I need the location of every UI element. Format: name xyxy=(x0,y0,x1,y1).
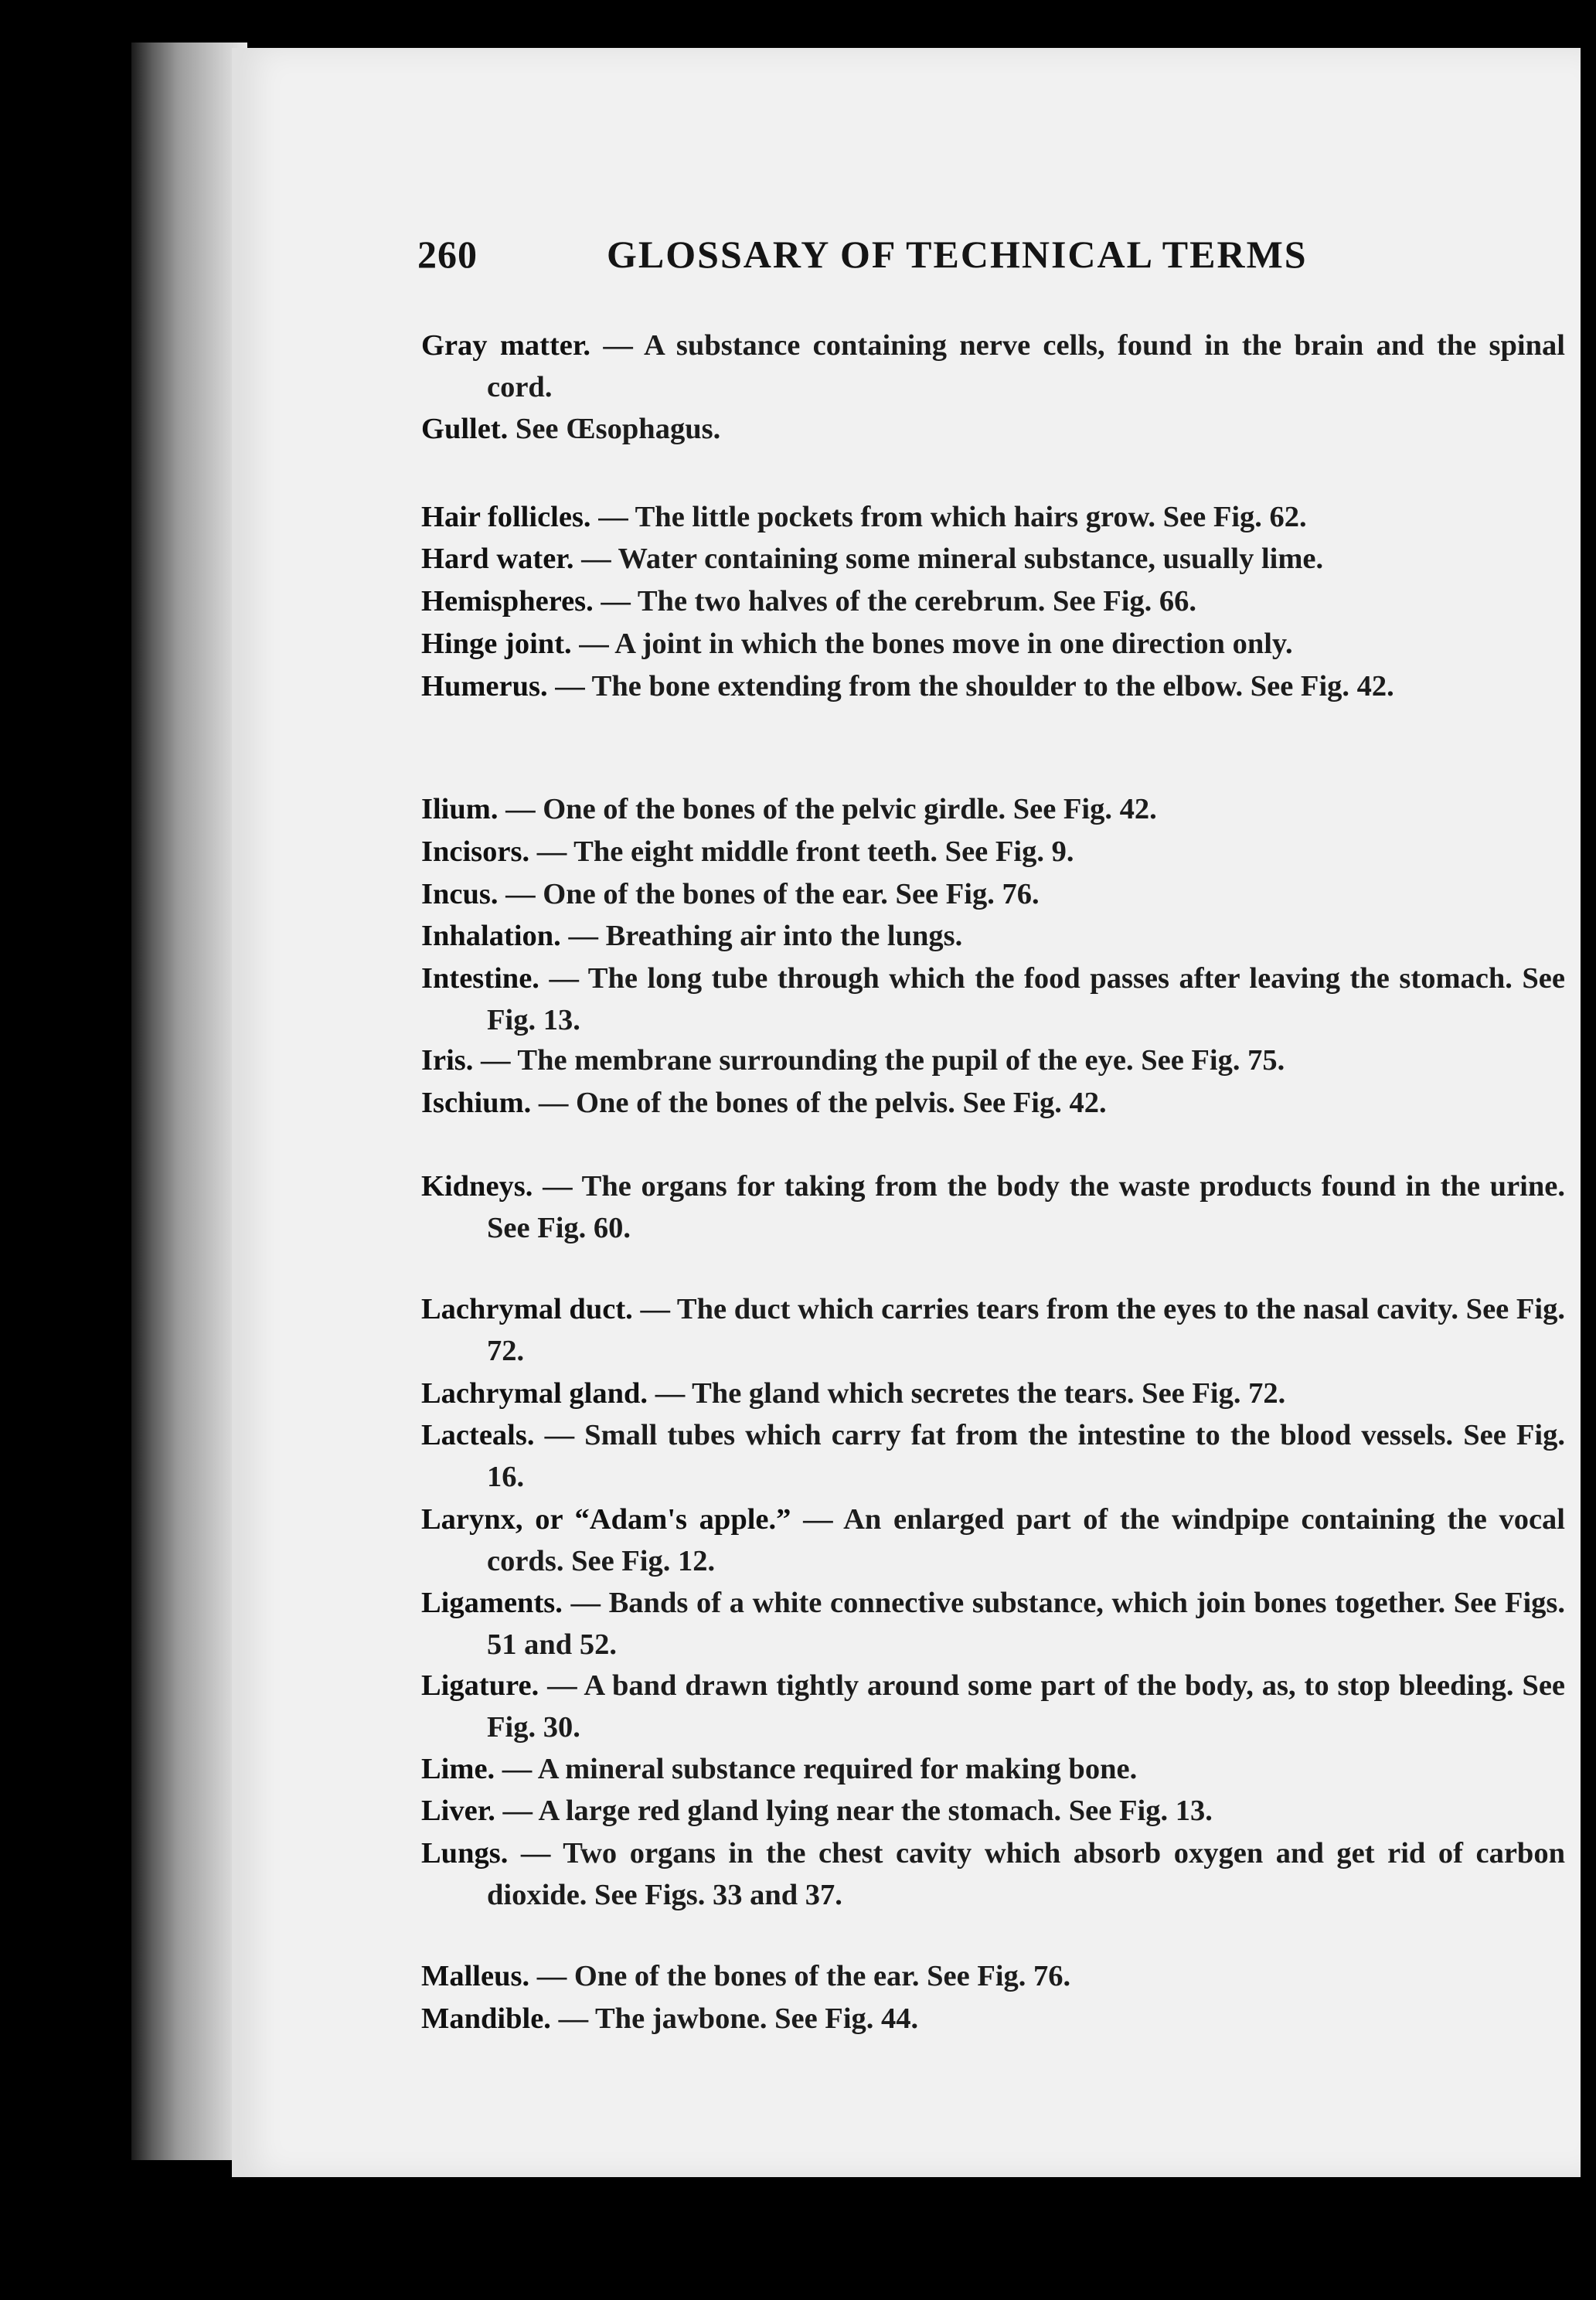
glossary-term: Ligature. xyxy=(421,1669,539,1702)
glossary-term: Gray matter. xyxy=(421,329,591,362)
glossary-entry xyxy=(421,496,1565,538)
glossary-entry xyxy=(421,325,1565,408)
glossary-term: Hemispheres. xyxy=(421,585,594,618)
glossary-entry xyxy=(421,788,1565,830)
glossary-definition: — The organs for taking from the body the waste products found in the urine. See Fig. 60. xyxy=(487,1170,1565,1244)
glossary-term: Gullet. xyxy=(421,413,509,445)
running-header xyxy=(417,232,1314,286)
glossary-entry xyxy=(421,408,1565,450)
glossary-definition: — Two organs in the chest cavity which absorb oxygen and get rid of carbon dioxide. See Figs. 33 and 37. xyxy=(487,1837,1565,1911)
glossary-definition: — The eight middle front teeth. See Fig. 9. xyxy=(529,835,1074,868)
glossary-entry xyxy=(421,958,1565,1041)
glossary-term: Ischium. xyxy=(421,1087,532,1119)
glossary-definition: — A band drawn tightly around some part of the body, as, to stop bleeding. See Fig. 30. xyxy=(487,1669,1565,1744)
glossary-entry xyxy=(421,1082,1565,1124)
glossary-definition: — Small tubes which carry fat from the intestine to the blood vessels. See Fig. 16. xyxy=(487,1419,1565,1493)
glossary-entry xyxy=(421,915,1565,957)
glossary-entry xyxy=(421,1165,1565,1249)
glossary-term: Kidneys. xyxy=(421,1170,533,1203)
glossary-definition: — The bone extending from the shoulder to the elbow. See Fig. 42. xyxy=(547,670,1394,703)
glossary-definition: — Water containing some mineral substance, usually lime. xyxy=(573,543,1324,575)
glossary-entry xyxy=(421,831,1565,873)
glossary-term: Hinge joint. xyxy=(421,628,572,660)
glossary-entry xyxy=(421,873,1565,915)
page-number: 260 xyxy=(417,233,478,276)
glossary-entry xyxy=(421,1790,1565,1832)
glossary-term: Larynx, or “Adam's apple.” xyxy=(421,1503,791,1536)
glossary-term: Lacteals. xyxy=(421,1419,535,1451)
glossary-term: Malleus. xyxy=(421,1960,530,1992)
glossary-entry xyxy=(421,623,1565,665)
glossary-definition: — A joint in which the bones move in one direction only. xyxy=(571,628,1293,660)
book-spine-edge xyxy=(131,43,247,2160)
glossary-term: Liver. xyxy=(421,1795,495,1827)
glossary-entry xyxy=(421,1582,1565,1665)
glossary-entry xyxy=(421,665,1565,707)
glossary-definition: — The two halves of the cerebrum. See Fig. 66. xyxy=(593,585,1197,618)
glossary-entry xyxy=(421,580,1565,622)
glossary-term: Incisors. xyxy=(421,835,530,868)
glossary-term: Lachrymal duct. xyxy=(421,1293,633,1325)
glossary-entry xyxy=(421,1665,1565,1748)
glossary-entry xyxy=(421,1039,1565,1081)
glossary-term: Lungs. xyxy=(421,1837,509,1870)
glossary-term: Intestine. xyxy=(421,962,539,995)
glossary-definition: — The gland which secretes the tears. See Fig. 72. xyxy=(648,1377,1286,1410)
glossary-entry xyxy=(421,1288,1565,1372)
glossary-definition: — A substance containing nerve cells, found in the brain and the spinal cord. xyxy=(487,329,1565,403)
glossary-definition: — One of the bones of the ear. See Fig. 76. xyxy=(498,878,1040,910)
glossary-definition: — Bands of a white connective substance, which join bones together. See Figs. 51 and 52. xyxy=(487,1587,1565,1661)
glossary-definition: — The duct which carries tears from the eyes to the nasal cavity. See Fig. 72. xyxy=(487,1293,1565,1367)
glossary-term: Inhalation. xyxy=(421,920,561,952)
glossary-definition: — The long tube through which the food passes after leaving the stomach. See Fig. 13. xyxy=(487,962,1565,1036)
glossary-definition: — One of the bones of the pelvic girdle. See Fig. 42. xyxy=(498,793,1157,825)
glossary-entry xyxy=(421,1373,1565,1414)
glossary-term: Lime. xyxy=(421,1753,495,1785)
glossary-definition: — A mineral substance required for making bone. xyxy=(495,1753,1138,1785)
glossary-entry xyxy=(421,1748,1565,1790)
glossary-definition: — Breathing air into the lungs. xyxy=(560,920,963,952)
glossary-definition: — The jawbone. See Fig. 44. xyxy=(550,2002,919,2035)
glossary-term: Hair follicles. xyxy=(421,501,591,533)
glossary-entry xyxy=(421,1832,1565,1916)
glossary-definition: — The little pockets from which hairs grow. See Fig. 62. xyxy=(590,501,1307,533)
glossary-entry xyxy=(421,1499,1565,1582)
glossary-term: Incus. xyxy=(421,878,499,910)
glossary-term: Iris. xyxy=(421,1044,474,1077)
glossary-definition: See Œsophagus. xyxy=(508,413,721,445)
glossary-definition: — One of the bones of the ear. See Fig. 76. xyxy=(529,1960,1071,1992)
running-title: GLOSSARY OF TECHNICAL TERMS xyxy=(607,233,1308,276)
glossary-term: Lachrymal gland. xyxy=(421,1377,648,1410)
glossary-definition: — The membrane surrounding the pupil of the eye. See Fig. 75. xyxy=(473,1044,1285,1077)
glossary-entry xyxy=(421,538,1565,580)
glossary-term: Humerus. xyxy=(421,670,548,703)
glossary-term: Hard water. xyxy=(421,543,574,575)
glossary-term: Ilium. xyxy=(421,793,499,825)
glossary-definition: — One of the bones of the pelvis. See Fig. 42. xyxy=(531,1087,1107,1119)
glossary-entry xyxy=(421,1955,1565,1997)
glossary-term: Mandible. xyxy=(421,2002,551,2035)
glossary-entry xyxy=(421,1998,1565,2040)
glossary-definition: — A large red gland lying near the stomach. See Fig. 13. xyxy=(495,1795,1213,1827)
glossary-term: Ligaments. xyxy=(421,1587,563,1619)
glossary-definition: — An enlarged part of the windpipe containing the vocal cords. See Fig. 12. xyxy=(487,1503,1565,1577)
glossary-entry xyxy=(421,1414,1565,1498)
